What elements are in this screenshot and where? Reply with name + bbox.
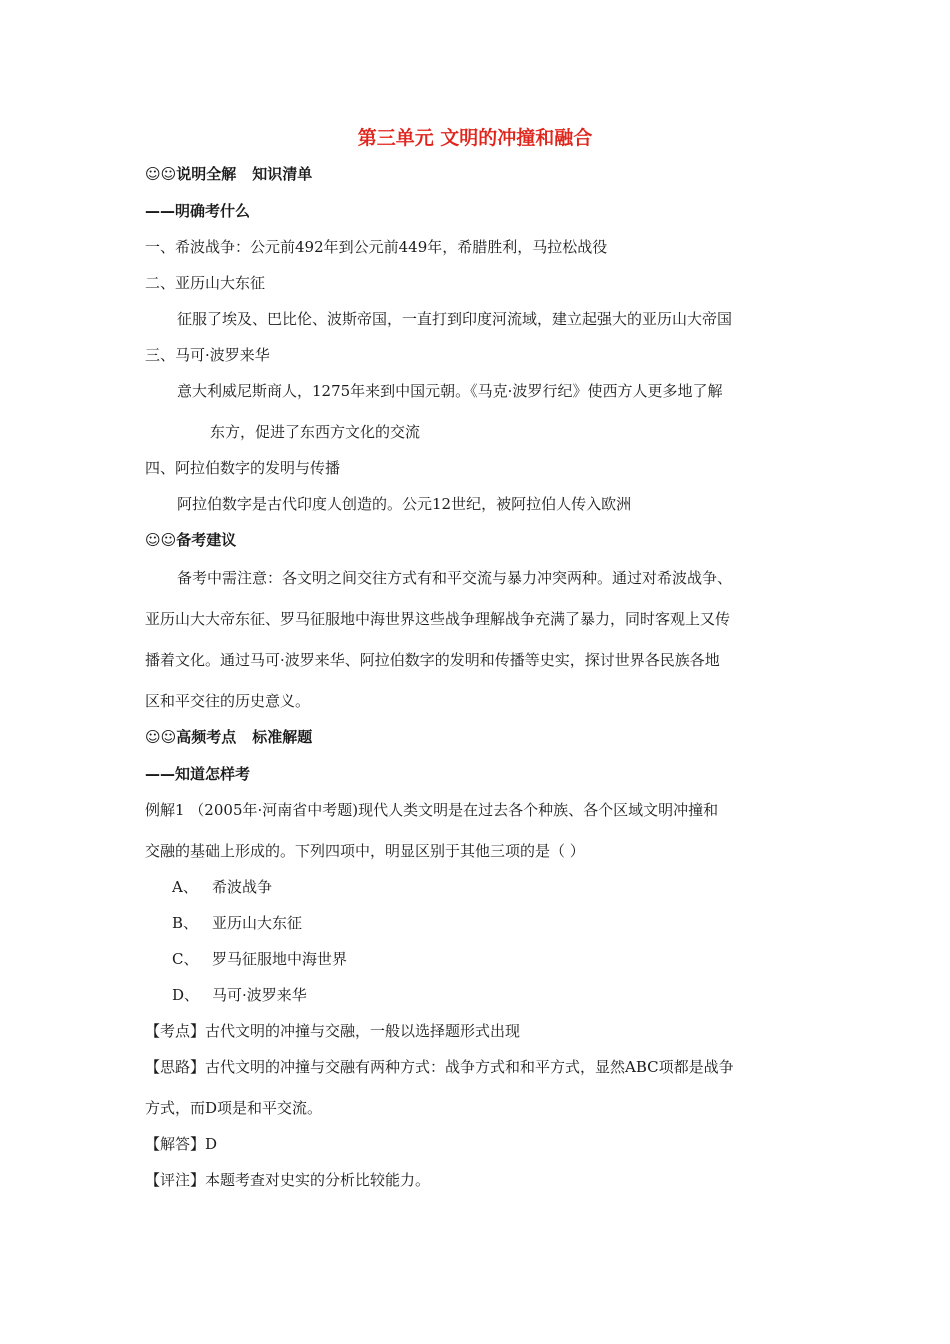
section-heading-advice: ☺☺备考建议 [145, 531, 237, 549]
pingzhu-line: 【评注】本题考查对史实的分析比较能力。 [145, 1171, 431, 1189]
answer-option-d [172, 985, 307, 1005]
question-line: 例解1 （2005年·河南省中考题)现代人类文明是在过去各个种族、各个区域文明冲撞和 [145, 801, 719, 819]
section-heading-part: ☺☺高频考点 [145, 728, 237, 746]
question-line: 交融的基础上形成的。下列四项中，明显区别于其他三项的是（ ） [145, 842, 585, 860]
silu-line: 【思路】古代文明的冲撞与交融有两种方式：战争方式和和平方式，显然ABC项都是战争 [145, 1058, 734, 1076]
knowledge-item: 二、亚历山大东征 [145, 274, 266, 292]
option-text: 马可·波罗来华 [212, 986, 307, 1004]
option-letter: D、 [172, 986, 200, 1004]
knowledge-detail: 阿拉伯数字是古代印度人创造的。公元12世纪，被阿拉伯人传入欧洲 [177, 495, 632, 513]
section-subheading: ——知道怎样考 [145, 765, 251, 783]
answer-option-a [172, 877, 272, 897]
answer-option-c [172, 949, 347, 969]
document-title: 第三单元 文明的冲撞和融合 [357, 127, 593, 149]
section-heading-part: 标准解题 [252, 728, 313, 746]
option-text: 希波战争 [212, 878, 273, 896]
paragraph-line: 播着文化。通过马可·波罗来华、阿拉伯数字的发明和传播等史实，探讨世界各民族各地 [145, 651, 720, 669]
answer-option-b [172, 913, 302, 933]
paragraph-line: 备考中需注意：各文明之间交往方式有和平交流与暴力冲突两种。通过对希波战争、 [177, 569, 733, 587]
section-heading-part: 知识清单 [252, 165, 313, 183]
section-subheading: ——明确考什么 [145, 202, 251, 220]
paragraph-line: 亚历山大大帝东征、罗马征服地中海世界这些战争理解战争充满了暴力，同时客观上又传 [145, 610, 731, 628]
kaodian-line: 【考点】古代文明的冲撞与交融，一般以选择题形式出现 [145, 1022, 521, 1040]
silu-line: 方式，而D项是和平交流。 [145, 1099, 323, 1117]
option-letter: A、 [172, 878, 198, 896]
section-heading-part: ☺☺说明全解 [145, 165, 237, 183]
option-text: 罗马征服地中海世界 [212, 950, 348, 968]
section-heading-exam [145, 727, 312, 747]
paragraph-line: 区和平交往的历史意义。 [145, 692, 311, 710]
knowledge-detail: 意大利威尼斯商人，1275年来到中国元朝。《马克·波罗行纪》使西方人更多地了解 [177, 382, 723, 400]
knowledge-item: 一、希波战争：公元前492年到公元前449年，希腊胜利，马拉松战役 [145, 238, 608, 256]
option-letter: B、 [172, 914, 199, 932]
option-text: 亚历山大东征 [212, 914, 303, 932]
section-heading-knowledge [145, 164, 312, 184]
jieda-line: 【解答】D [145, 1135, 218, 1153]
knowledge-item: 三、马可·波罗来华 [145, 346, 270, 364]
knowledge-item: 四、阿拉伯数字的发明与传播 [145, 459, 341, 477]
knowledge-detail: 东方，促进了东西方文化的交流 [210, 423, 421, 441]
knowledge-detail: 征服了埃及、巴比伦、波斯帝国，一直打到印度河流域，建立起强大的亚历山大帝国 [177, 310, 733, 328]
option-letter: C、 [172, 950, 199, 968]
